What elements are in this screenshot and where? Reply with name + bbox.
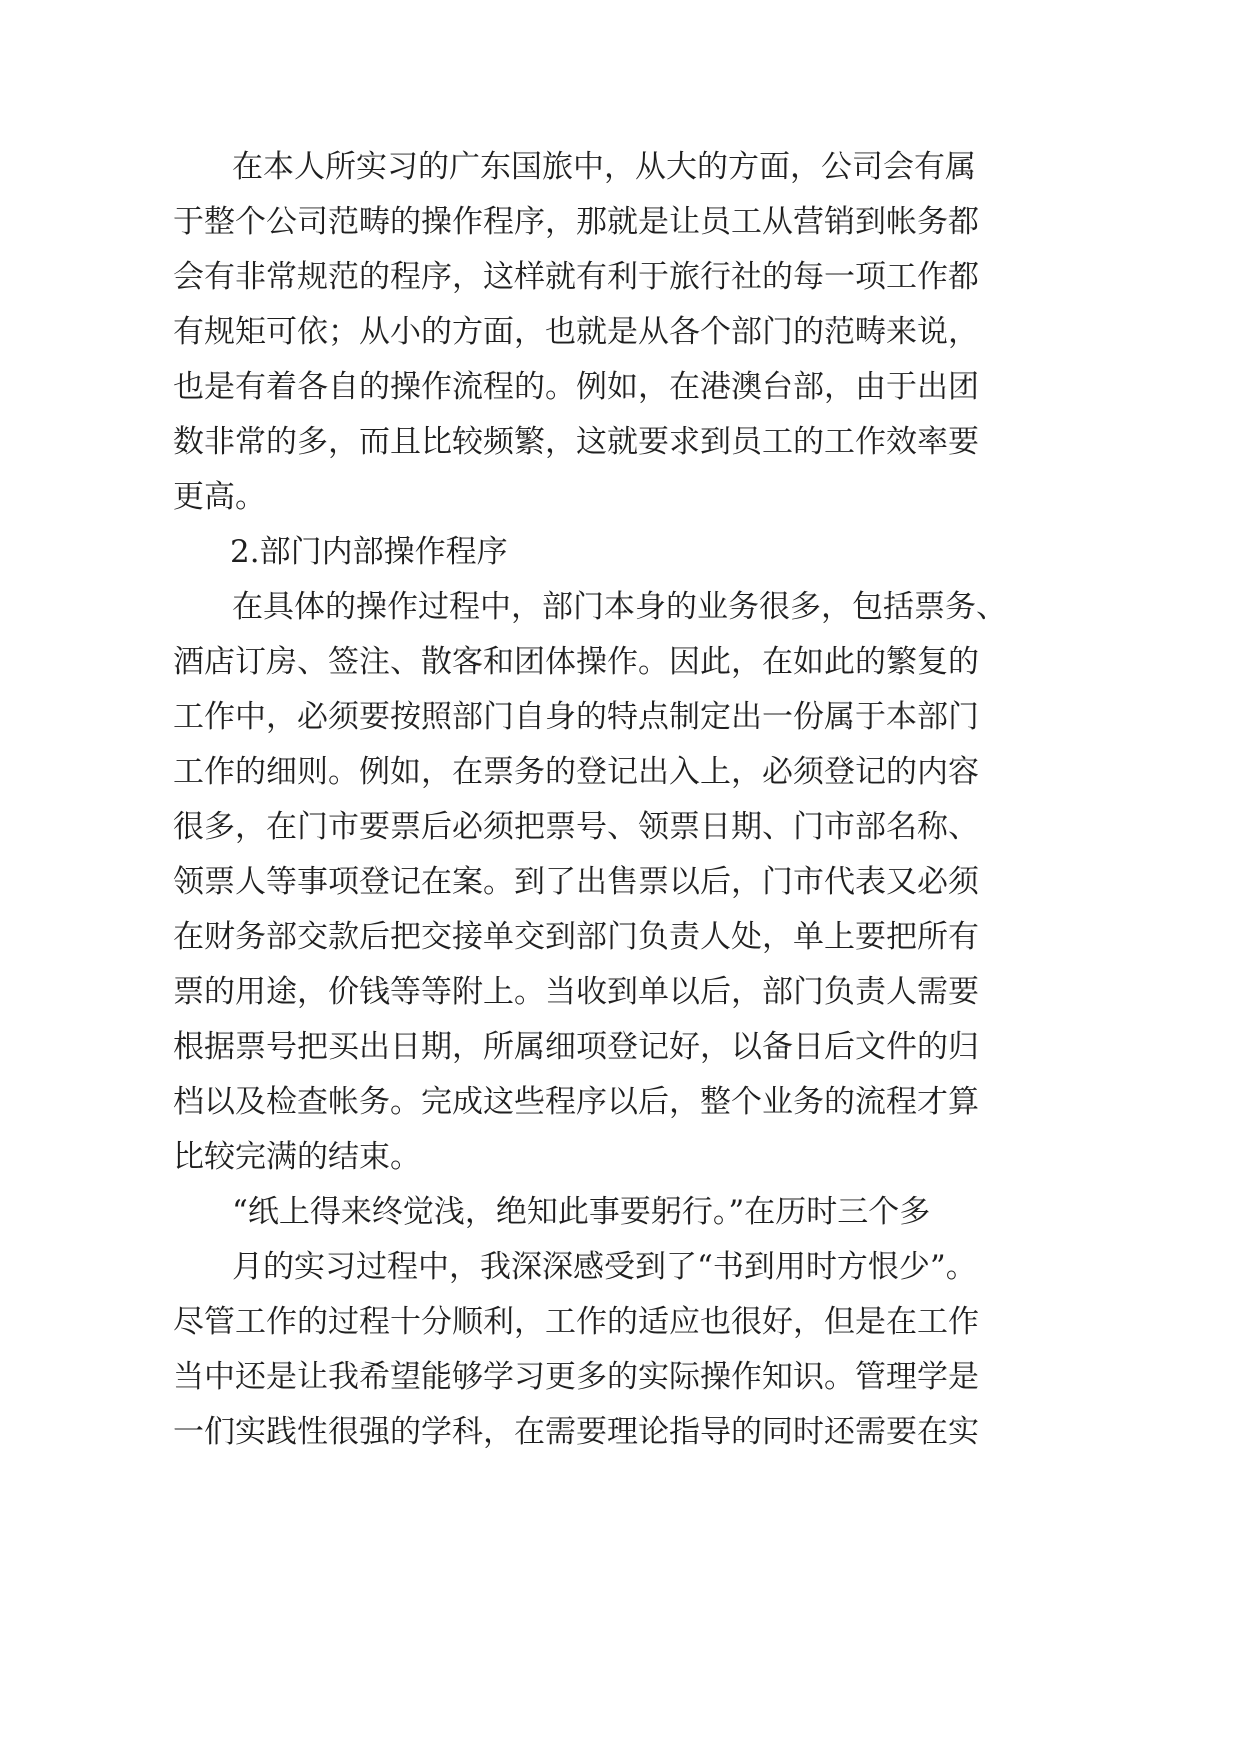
paragraph-1-line-2 [0, 194, 1241, 250]
text-line: 在具体的操作过程中，部门本身的业务很多，包括票务、 [232, 589, 1007, 625]
paragraph-3-line-4 [0, 1349, 1241, 1405]
text-line: 数非常的多，而且比较频繁，这就要求到员工的工作效率要 [173, 424, 979, 460]
text-line: 月的实习过程中，我深深感受到了“书到用时方恨少”。 [232, 1249, 977, 1285]
paragraph-3-line-1 [0, 1184, 1241, 1240]
paragraph-3-line-2 [0, 1239, 1241, 1295]
section-heading-text: 2.部门内部操作程序 [230, 534, 508, 570]
text-line: 根据票号把买出日期，所属细项登记好，以备日后文件的归 [173, 1029, 979, 1065]
paragraph-1-line-1 [0, 139, 1241, 195]
paragraph-1-line-3 [0, 249, 1241, 305]
text-line: 也是有着各自的操作流程的。例如，在港澳台部，由于出团 [173, 369, 979, 405]
text-line: 工作的细则。例如，在票务的登记出入上，必须登记的内容 [173, 754, 979, 790]
paragraph-2-line-2 [0, 634, 1241, 690]
text-line: 在财务部交款后把交接单交到部门负责人处，单上要把所有 [173, 919, 979, 955]
paragraph-3-line-3 [0, 1294, 1241, 1350]
paragraph-2-line-8 [0, 964, 1241, 1020]
text-line: 很多，在门市要票后必须把票号、领票日期、门市部名称、 [173, 809, 979, 845]
paragraph-2-line-11 [0, 1129, 1241, 1185]
text-line: 酒店订房、签注、散客和团体操作。因此，在如此的繁复的 [173, 644, 979, 680]
text-line: 档以及检查帐务。完成这些程序以后，整个业务的流程才算 [173, 1084, 979, 1120]
text-line: 会有非常规范的程序，这样就有利于旅行社的每一项工作都 [173, 259, 979, 295]
text-line: 更高。 [173, 479, 266, 515]
paragraph-2-line-10 [0, 1074, 1241, 1130]
paragraph-2-line-5 [0, 799, 1241, 855]
paragraph-3-line-5 [0, 1404, 1241, 1460]
paragraph-2-line-4 [0, 744, 1241, 800]
paragraph-1-line-7 [0, 469, 1241, 525]
paragraph-1-line-6 [0, 414, 1241, 470]
text-line: 有规矩可依；从小的方面，也就是从各个部门的范畴来说， [173, 314, 979, 350]
text-line: “纸上得来终觉浅，绝知此事要躬行。”在历时三个多 [232, 1194, 931, 1230]
paragraph-2-line-6 [0, 854, 1241, 910]
text-line: 当中还是让我希望能够学习更多的实际操作知识。管理学是 [173, 1359, 979, 1395]
text-line: 于整个公司范畴的操作程序，那就是让员工从营销到帐务都 [173, 204, 979, 240]
paragraph-2-line-1 [0, 579, 1241, 635]
text-line: 票的用途，价钱等等附上。当收到单以后，部门负责人需要 [173, 974, 979, 1010]
paragraph-1-line-5 [0, 359, 1241, 415]
text-line: 尽管工作的过程十分顺利，工作的适应也很好，但是在工作 [173, 1304, 979, 1340]
section-heading [0, 524, 1241, 580]
text-line: 工作中，必须要按照部门自身的特点制定出一份属于本部门 [173, 699, 979, 735]
text-line: 在本人所实习的广东国旅中，从大的方面，公司会有属 [232, 149, 976, 185]
paragraph-2-line-9 [0, 1019, 1241, 1075]
paragraph-2-line-7 [0, 909, 1241, 965]
paragraph-2-line-3 [0, 689, 1241, 745]
text-line: 比较完满的结束。 [173, 1139, 421, 1175]
text-line: 一们实践性很强的学科，在需要理论指导的同时还需要在实 [173, 1414, 979, 1450]
paragraph-1-line-4 [0, 304, 1241, 360]
text-line: 领票人等事项登记在案。到了出售票以后，门市代表又必须 [173, 864, 979, 900]
